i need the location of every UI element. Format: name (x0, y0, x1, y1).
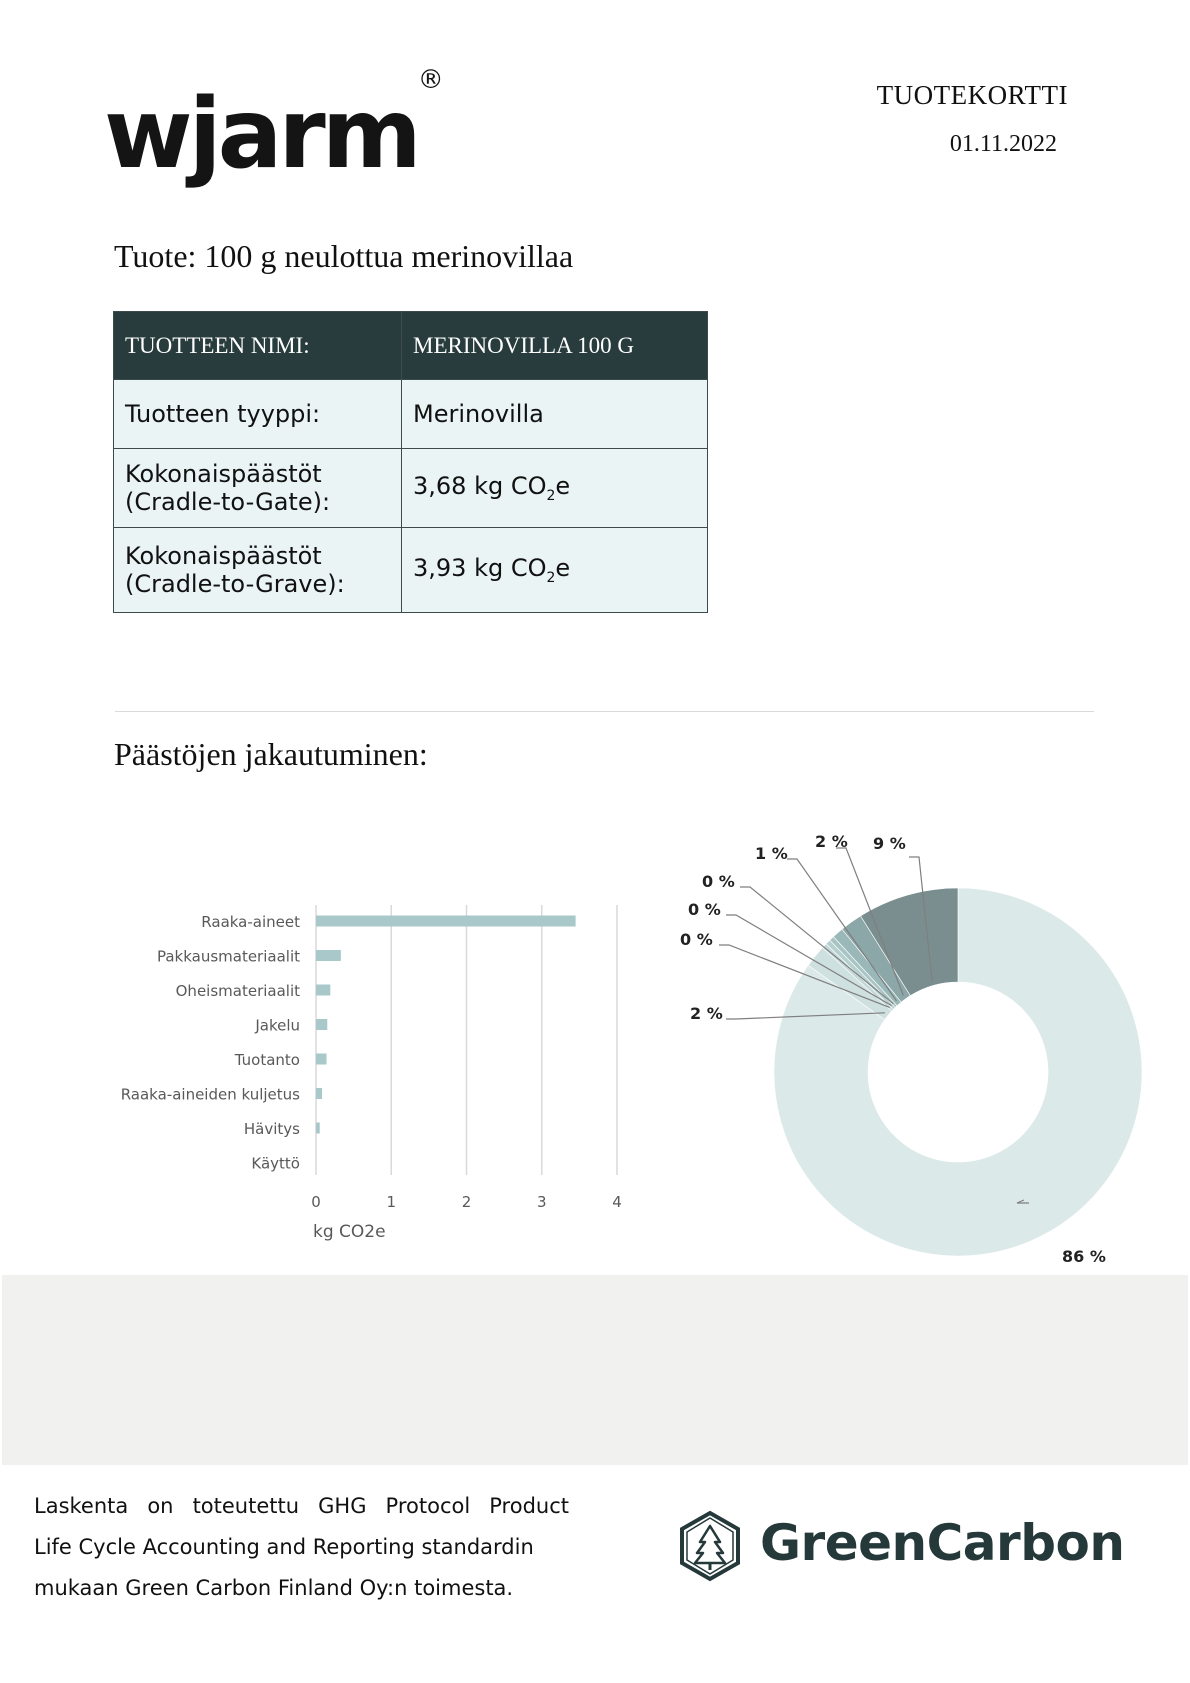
label-line: Kokonaispäästöt (125, 460, 322, 488)
x-axis-label: kg CO2e (313, 1222, 386, 1242)
slice-label: 2 % (815, 832, 848, 851)
category-label: Pakkausmateriaalit (156, 947, 300, 966)
slice-label: 0 % (702, 872, 735, 891)
grey-band (2, 1275, 1188, 1465)
slice-label: 9 % (873, 834, 906, 853)
x-tick-label: 0 (311, 1193, 321, 1211)
product-name-value: MERINOVILLA 100 G (402, 312, 708, 380)
product-type-value: Merinovilla (402, 380, 708, 449)
logo-text: wjarm (104, 78, 418, 190)
footer-line: Laskenta on toteutettu GHG Protocol Product (34, 1494, 569, 1518)
slice-label: 0 % (680, 930, 713, 949)
label-line: (Cradle-to-Gate): (125, 488, 331, 516)
value-subscript: 2 (546, 487, 556, 504)
value-tail: e (555, 472, 571, 501)
section-title: Päästöjen jakautuminen: (114, 736, 428, 772)
footer-text (34, 1486, 569, 1609)
product-name-label: TUOTTEEN NIMI: (114, 312, 402, 380)
category-label: Tuotanto (234, 1051, 300, 1069)
slice-label: 1 % (755, 844, 788, 863)
x-tick-label: 1 (386, 1193, 397, 1211)
category-label: Hävitys (243, 1120, 300, 1138)
tree-hexagon-icon (678, 1510, 742, 1582)
registered-mark: ® (417, 65, 444, 95)
value-main: 3,68 kg CO (413, 472, 547, 501)
category-label: Käyttö (251, 1154, 300, 1173)
slice-label: 86 % (1062, 1247, 1106, 1266)
label-line: Kokonaispäästöt (125, 542, 322, 570)
value-tail: e (555, 554, 571, 583)
document-date: 01.11.2022 (949, 131, 1057, 157)
x-tick-label: 3 (536, 1193, 547, 1211)
category-label: Raaka-aineet (201, 913, 300, 931)
product-type-label: Tuotteen tyyppi: (114, 380, 402, 449)
greencarbon-brand: GreenCarbon (760, 1514, 1125, 1572)
footer-line: Life Cycle Accounting and Reporting standardin (34, 1535, 534, 1559)
x-tick-label: 2 (461, 1193, 472, 1211)
value-subscript: 2 (546, 569, 556, 586)
value-main: 3,93 kg CO (413, 554, 547, 583)
category-label: Oheismateriaalit (175, 982, 300, 1000)
label-line: (Cradle-to-Grave): (125, 570, 345, 598)
document-type: TUOTEKORTTI (876, 80, 1068, 110)
product-title: Tuote: 100 g neulottua merinovillaa (114, 238, 574, 274)
category-label: Jakelu (255, 1016, 300, 1035)
slice-label: 0 % (688, 900, 721, 919)
category-label: Raaka-aineiden kuljetus (120, 1085, 300, 1104)
x-tick-label: 4 (612, 1193, 622, 1211)
slice-label: 2 % (690, 1004, 723, 1023)
footer-line: mukaan Green Carbon Finland Oy:n toimesta. (34, 1576, 514, 1600)
